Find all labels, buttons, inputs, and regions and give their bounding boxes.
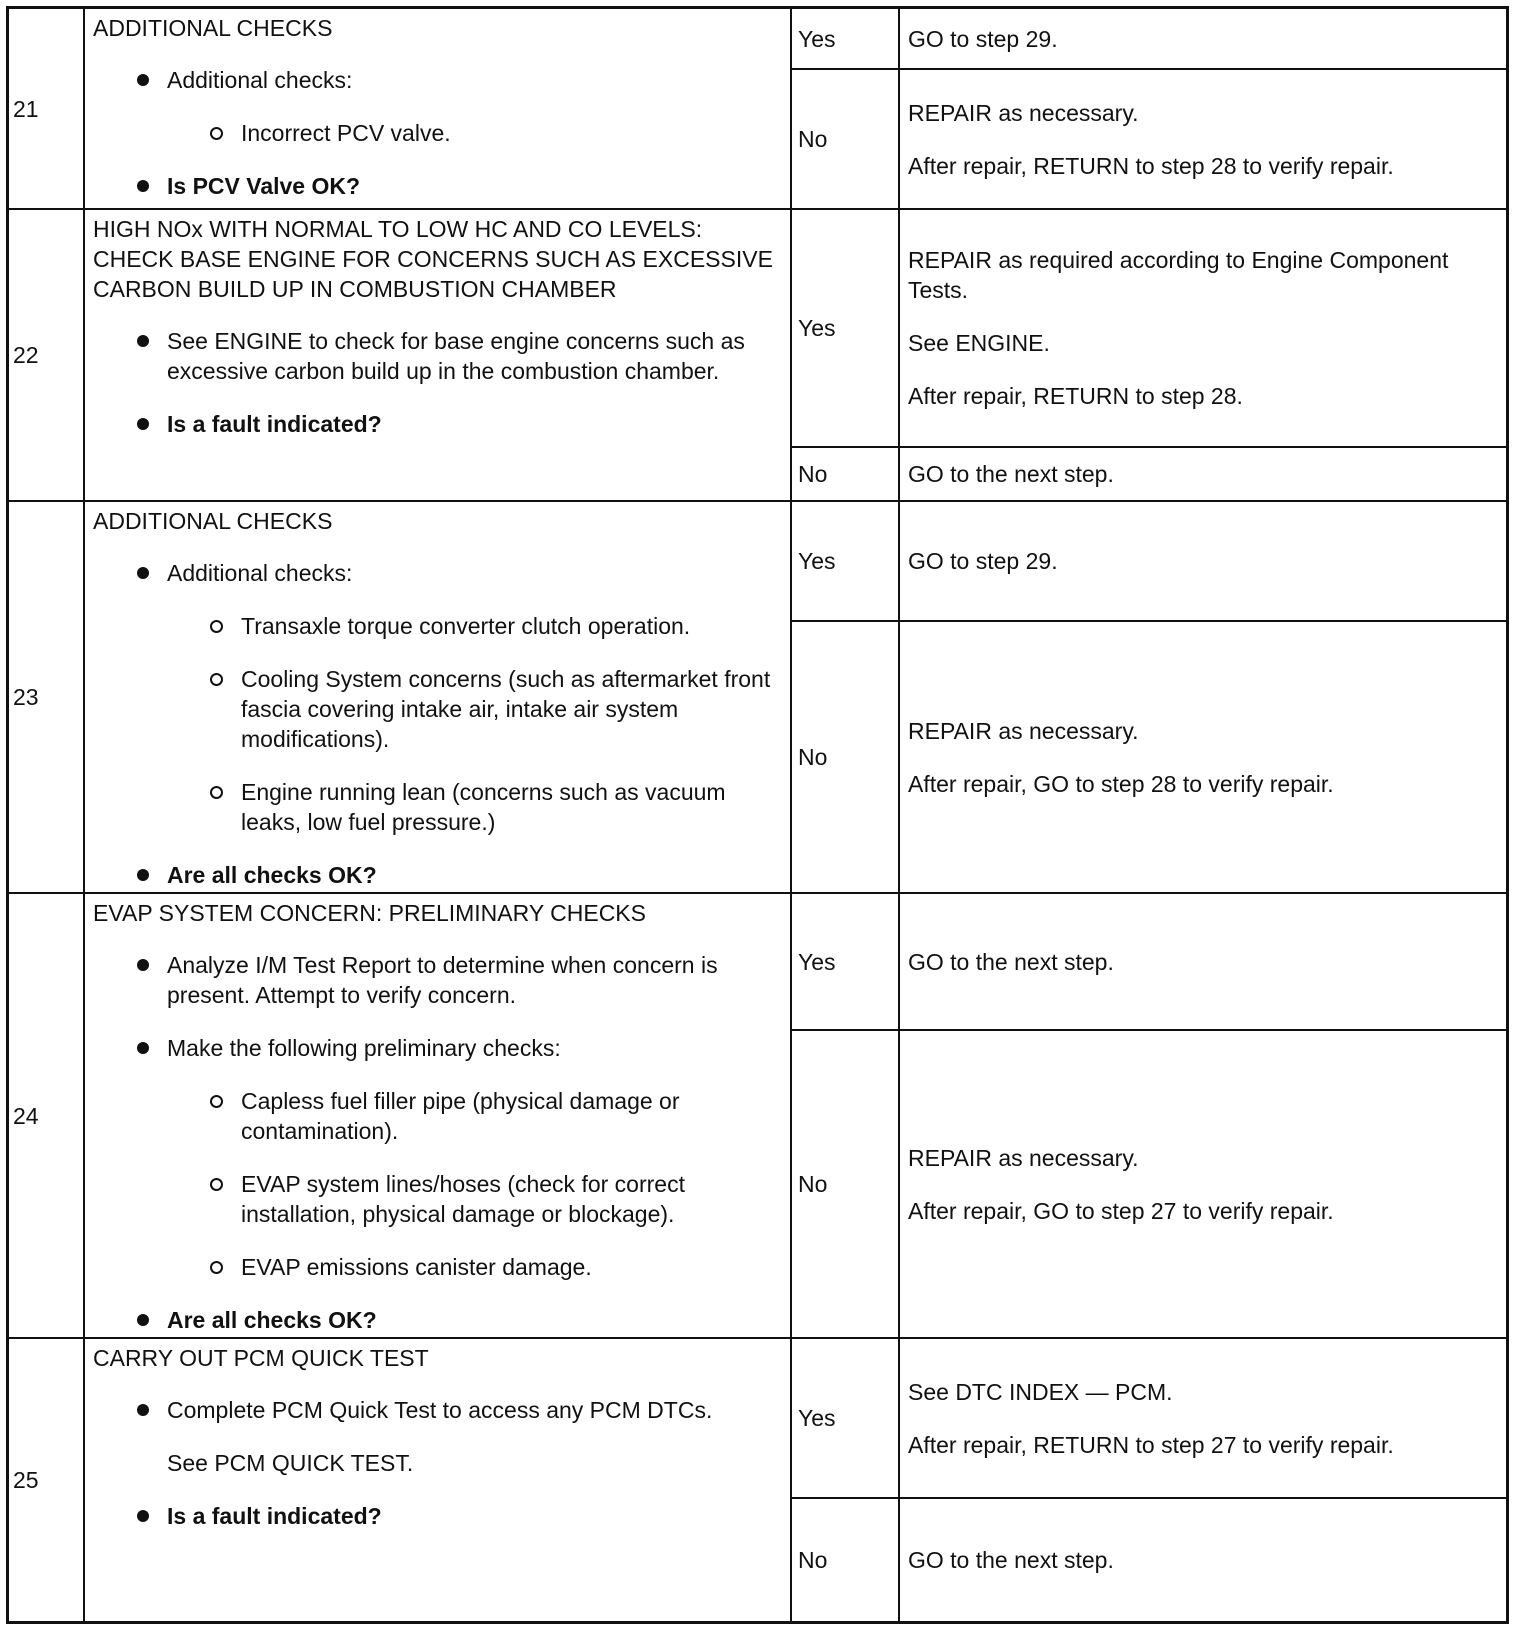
result-text: After repair, RETURN to step 27 to verify repair.: [908, 1431, 1394, 1458]
sub-bullet-item: Incorrect PCV valve.: [93, 118, 782, 148]
yes-result: [900, 894, 1506, 1029]
step-number: 24: [9, 894, 85, 1337]
sub-bullet-item: Capless fuel filler pipe (physical damage or contamination).: [93, 1086, 782, 1146]
bullet-item: Additional checks:: [93, 558, 782, 588]
no-result: [900, 620, 1506, 892]
no-label: No: [792, 446, 898, 500]
result-text: After repair, RETURN to step 28 to verify repair.: [908, 152, 1394, 179]
result-text: REPAIR as necessary.: [908, 1144, 1139, 1171]
yes-no-column: [792, 894, 900, 1337]
no-label: No: [792, 68, 898, 208]
step-title: HIGH NOx WITH NORMAL TO LOW HC AND CO LEVELS: CHECK BASE ENGINE FOR CONCERNS SUCH AS EXCESSIVE CARBON BUILD UP IN COMBUSTION CHAMBER: [93, 216, 773, 302]
yes-no-column: [792, 1339, 900, 1621]
bullet-item: Make the following preliminary checks:: [93, 1033, 782, 1063]
step-title: CARRY OUT PCM QUICK TEST: [93, 1345, 429, 1371]
result-column: [900, 9, 1506, 208]
see-reference: See PCM QUICK TEST.: [167, 1450, 414, 1476]
table-row: [9, 500, 1506, 892]
result-text: After repair, GO to step 27 to verify repair.: [908, 1197, 1334, 1224]
step-number: 21: [9, 9, 85, 208]
sub-bullet-item: EVAP system lines/hoses (check for correct installation, physical damage or blockage).: [93, 1169, 782, 1229]
result-text: After repair, RETURN to step 28.: [908, 383, 1243, 409]
result-text: See DTC INDEX — PCM.: [908, 1378, 1173, 1405]
yes-label: Yes: [798, 948, 836, 975]
yes-label: Yes: [798, 1405, 836, 1431]
no-label: No: [792, 620, 898, 892]
yes-label: Yes: [798, 25, 836, 52]
result-text: After repair, GO to step 28 to verify repair.: [908, 770, 1334, 797]
step-question: Are all checks OK?: [93, 860, 782, 890]
result-text: REPAIR as necessary.: [908, 99, 1139, 126]
no-label: No: [792, 1497, 898, 1621]
result-column: [900, 894, 1506, 1337]
table-row: [9, 1337, 1506, 1621]
bullet-item: Complete PCM Quick Test to access any PCM DTCs.: [93, 1395, 782, 1425]
result-text: GO to step 29.: [908, 548, 1058, 574]
action-cell: [85, 894, 792, 1337]
no-result: [900, 446, 1506, 500]
yes-no-column: [792, 502, 900, 892]
yes-result: [900, 1339, 1506, 1497]
result-column: [900, 210, 1506, 500]
step-number: 22: [9, 210, 85, 500]
yes-no-column: [792, 210, 900, 500]
bullet-item: Additional checks:: [93, 65, 782, 95]
step-title: ADDITIONAL CHECKS: [93, 15, 333, 41]
step-number: 25: [9, 1339, 85, 1621]
no-result: [900, 1497, 1506, 1621]
sub-bullet-item: Transaxle torque converter clutch operation.: [93, 611, 782, 641]
no-result: [900, 1029, 1506, 1337]
step-number: 23: [9, 502, 85, 892]
no-label: No: [792, 1029, 898, 1337]
step-title: ADDITIONAL CHECKS: [93, 508, 333, 534]
yes-result: [900, 502, 1506, 620]
step-question: Is a fault indicated?: [93, 1501, 782, 1531]
step-question: Is a fault indicated?: [93, 409, 782, 439]
diagnostic-table: [6, 6, 1509, 1624]
yes-result: [900, 9, 1506, 68]
sub-bullet-item: EVAP emissions canister damage.: [93, 1252, 782, 1282]
action-cell: [85, 502, 792, 892]
step-title: EVAP SYSTEM CONCERN: PRELIMINARY CHECKS: [93, 900, 646, 926]
action-cell: [85, 210, 792, 500]
result-column: [900, 502, 1506, 892]
table-row: [9, 9, 1506, 208]
step-question: Is PCV Valve OK?: [93, 171, 782, 201]
yes-label: Yes: [798, 548, 836, 574]
yes-label: Yes: [798, 315, 836, 341]
yes-result: [900, 210, 1506, 446]
action-cell: [85, 9, 792, 208]
result-text: GO to the next step.: [908, 461, 1114, 487]
result-text: REPAIR as necessary.: [908, 717, 1139, 744]
result-text: GO to the next step.: [908, 1547, 1114, 1573]
yes-no-column: [792, 9, 900, 208]
action-cell: [85, 1339, 792, 1621]
result-column: [900, 1339, 1506, 1621]
table-row: [9, 892, 1506, 1337]
result-text: See ENGINE.: [908, 330, 1050, 356]
bullet-item: Analyze I/M Test Report to determine when concern is present. Attempt to verify concern.: [93, 950, 782, 1010]
no-result: [900, 68, 1506, 208]
table-row: [9, 208, 1506, 500]
result-text: REPAIR as required according to Engine Component Tests.: [908, 247, 1449, 303]
result-text: GO to step 29.: [908, 25, 1058, 52]
result-text: GO to the next step.: [908, 948, 1114, 975]
bullet-item: See ENGINE to check for base engine concerns such as excessive carbon build up in the combustion chamber.: [93, 326, 782, 386]
sub-bullet-item: Engine running lean (concerns such as vacuum leaks, low fuel pressure.): [93, 777, 782, 837]
sub-bullet-item: Cooling System concerns (such as aftermarket front fascia covering intake air, intake air system modifications).: [93, 664, 782, 754]
step-question: Are all checks OK?: [93, 1305, 782, 1335]
